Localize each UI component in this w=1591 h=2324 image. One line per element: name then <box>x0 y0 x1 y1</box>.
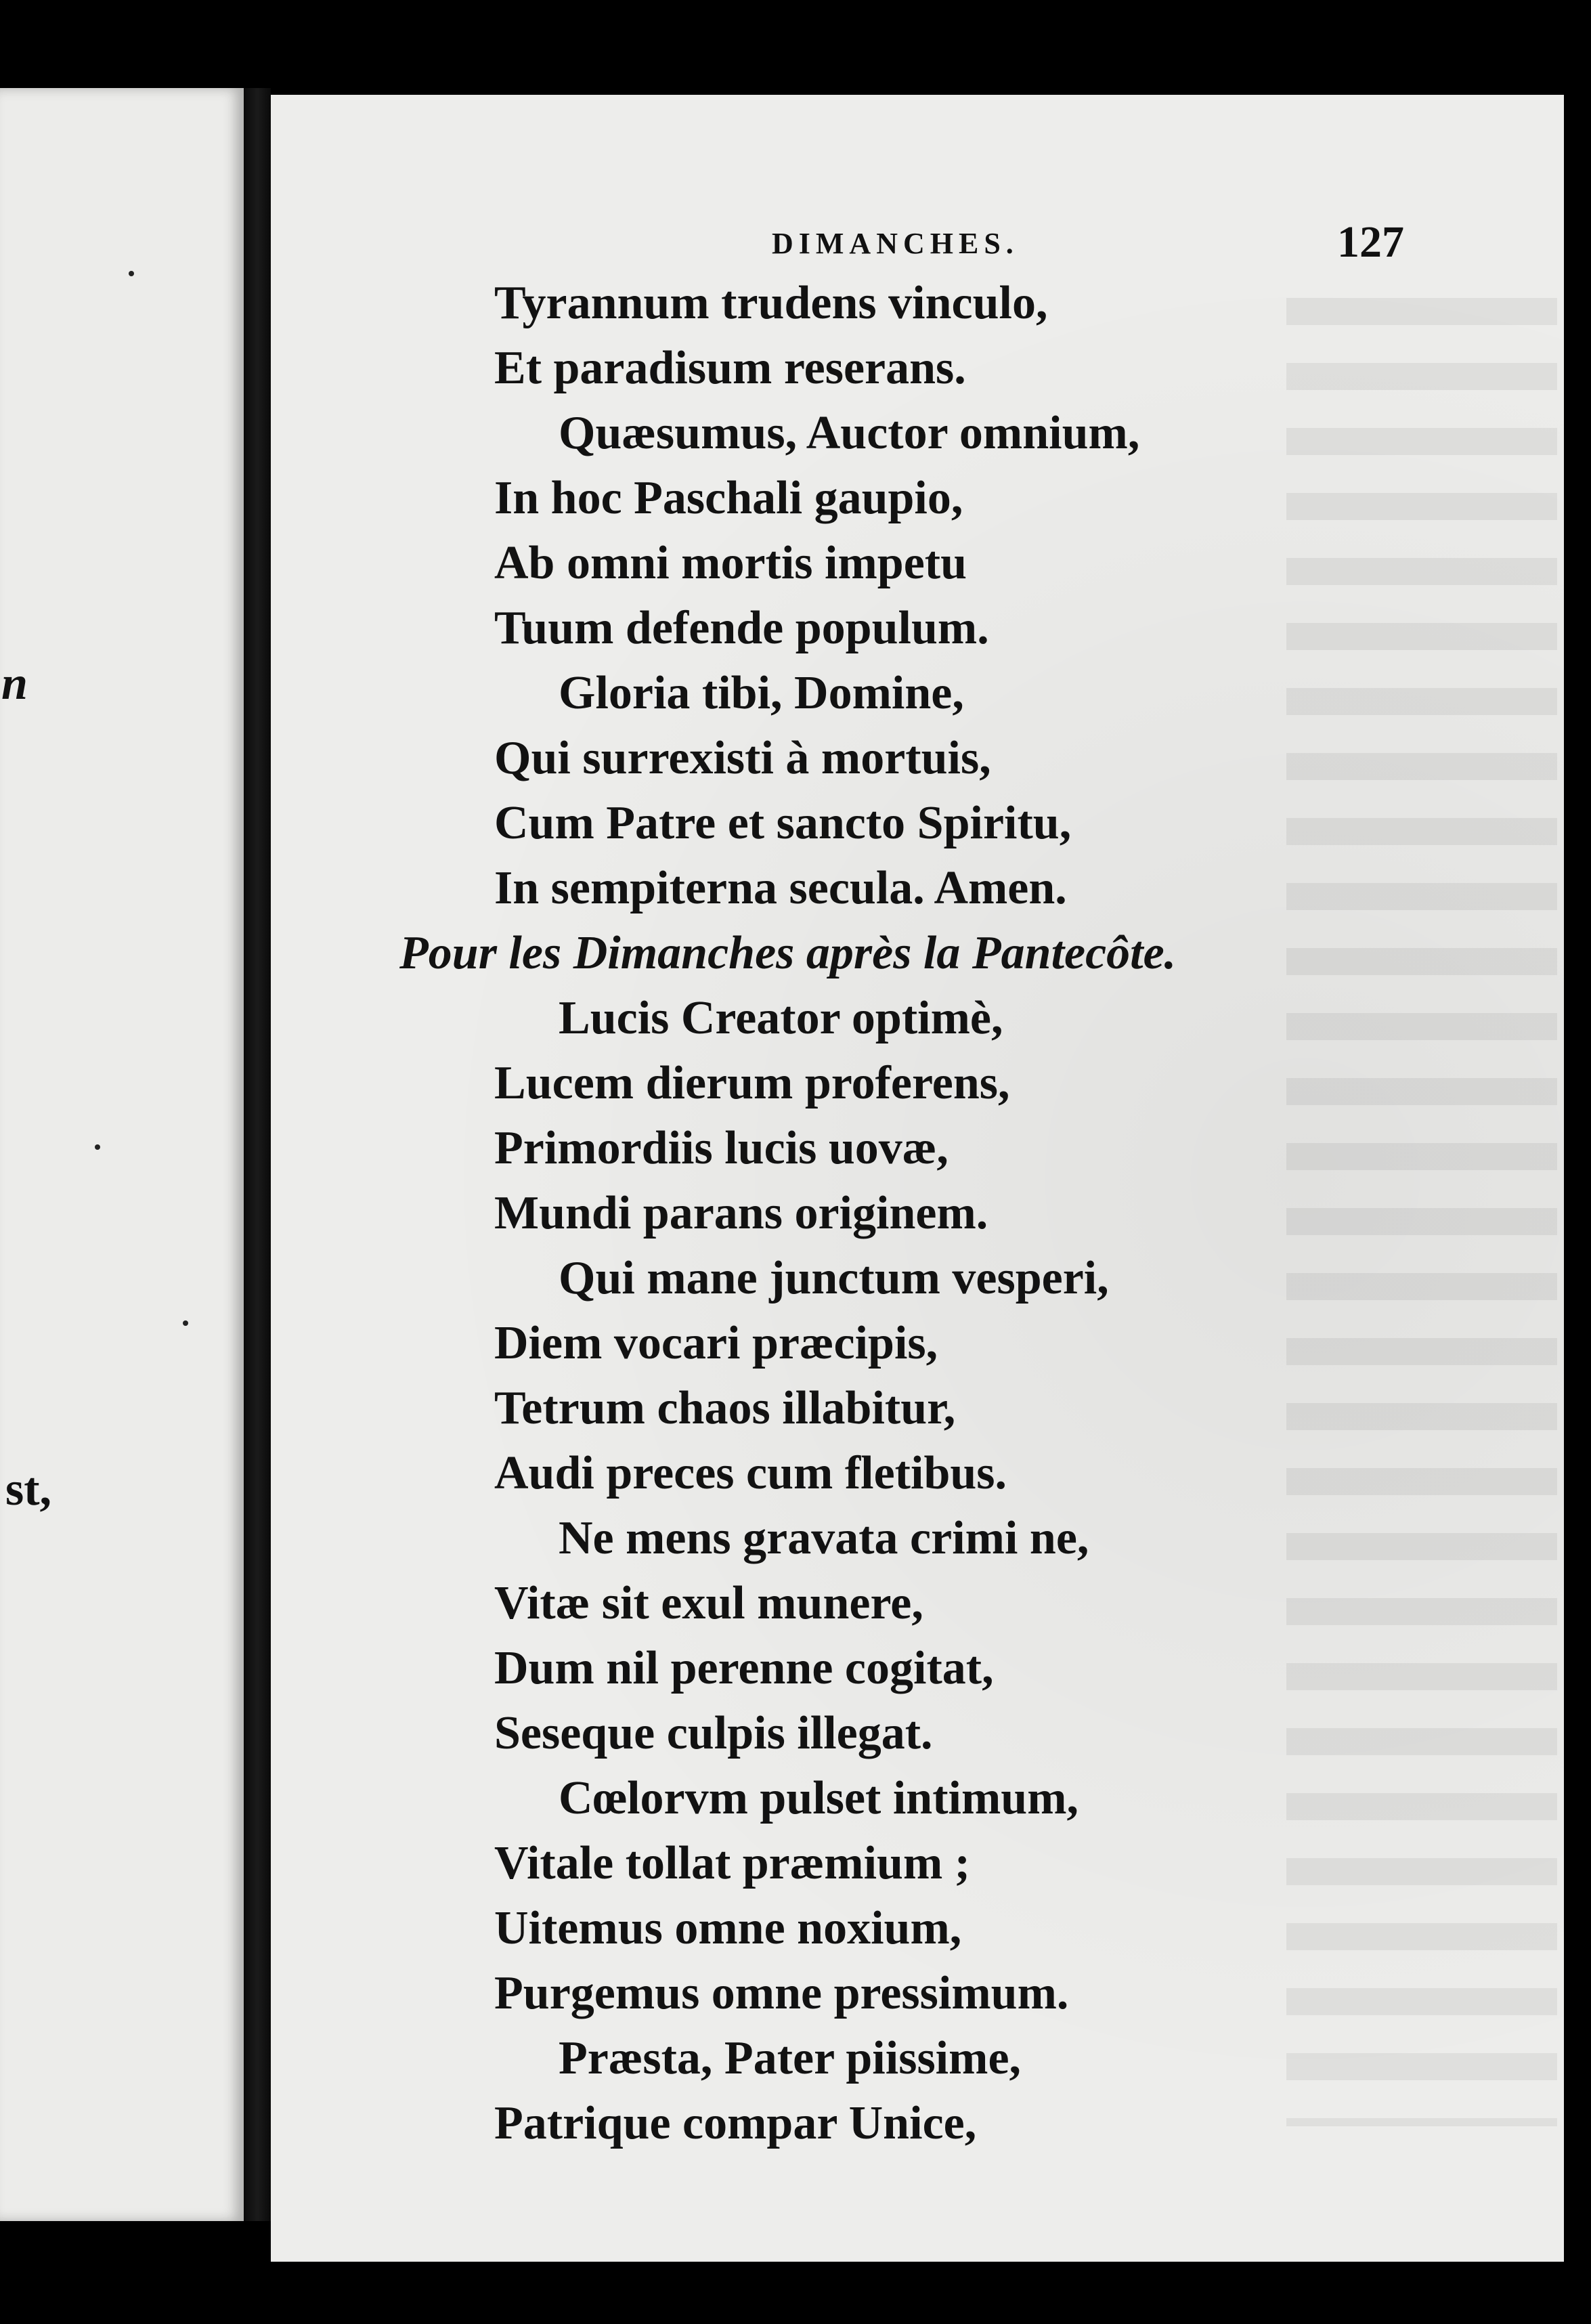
book-page <box>271 95 1564 2262</box>
verse-line: Diem vocari præcipis, <box>494 1317 938 1369</box>
ink-speck <box>183 1320 188 1326</box>
verse-line: Lucem dierum proferens, <box>494 1057 1010 1109</box>
verse-line: Uitemus omne noxium, <box>494 1902 962 1954</box>
verse-line: Gloria tibi, Domine, <box>559 667 964 719</box>
verse-line: In hoc Paschali gaupio, <box>494 472 963 524</box>
verse-line: Purgemus omne pressimum. <box>494 1967 1069 2019</box>
verse-line: Patrique compar Unice, <box>494 2097 977 2149</box>
page-number: 127 <box>1337 217 1404 267</box>
running-head <box>271 217 1564 271</box>
verse-line: Dum nil perenne cogitat, <box>494 1642 994 1694</box>
book-gutter <box>244 88 271 2221</box>
verse-line: Præsta, Pater piissime, <box>559 2032 1022 2084</box>
verse-line: Mundi parans originem. <box>494 1187 988 1239</box>
verse-line: Seseque culpis illegat. <box>494 1707 933 1759</box>
verse-line: Tetrum chaos illabitur, <box>494 1382 956 1434</box>
left-facing-page <box>0 88 244 2221</box>
hymn-text <box>399 271 1544 2156</box>
verse-line: Tuum defende populum. <box>494 602 989 654</box>
left-page-fragment: st, <box>5 1463 52 1515</box>
verse-line: Audi preces cum fletibus. <box>494 1447 1007 1499</box>
left-page-fragment: n <box>1 658 28 710</box>
verse-line: Ab omni mortis impetu <box>494 537 967 589</box>
verse-line: Vitæ sit exul munere, <box>494 1577 923 1629</box>
running-title: DIMANCHES. <box>772 227 1019 260</box>
verse-line: Qui mane junctum vesperi, <box>559 1252 1109 1304</box>
ink-speck <box>95 1144 100 1150</box>
verse-line: Qui surrexisti à mortuis, <box>494 732 991 784</box>
verse-line: Vitale tollat præmium ; <box>494 1837 971 1889</box>
verse-line: Tyrannum trudens vinculo, <box>494 277 1048 329</box>
verse-line: Cœlorvm pulset intimum, <box>559 1772 1079 1824</box>
section-heading: Pour les Dimanches après la Pantecôte. <box>399 927 1177 979</box>
verse-line: Quæsumus, Auctor omnium, <box>559 407 1140 459</box>
verse-line: Primordiis lucis uovæ, <box>494 1122 949 1174</box>
ink-speck <box>129 271 134 276</box>
verse-line: Cum Patre et sancto Spiritu, <box>494 797 1072 849</box>
verse-line: Ne mens gravata crimi ne, <box>559 1512 1089 1564</box>
verse-line: Et paradisum reserans. <box>494 342 966 394</box>
verse-line: Lucis Creator optimè, <box>559 992 1003 1044</box>
verse-line: In sempiterna secula. Amen. <box>494 862 1067 914</box>
